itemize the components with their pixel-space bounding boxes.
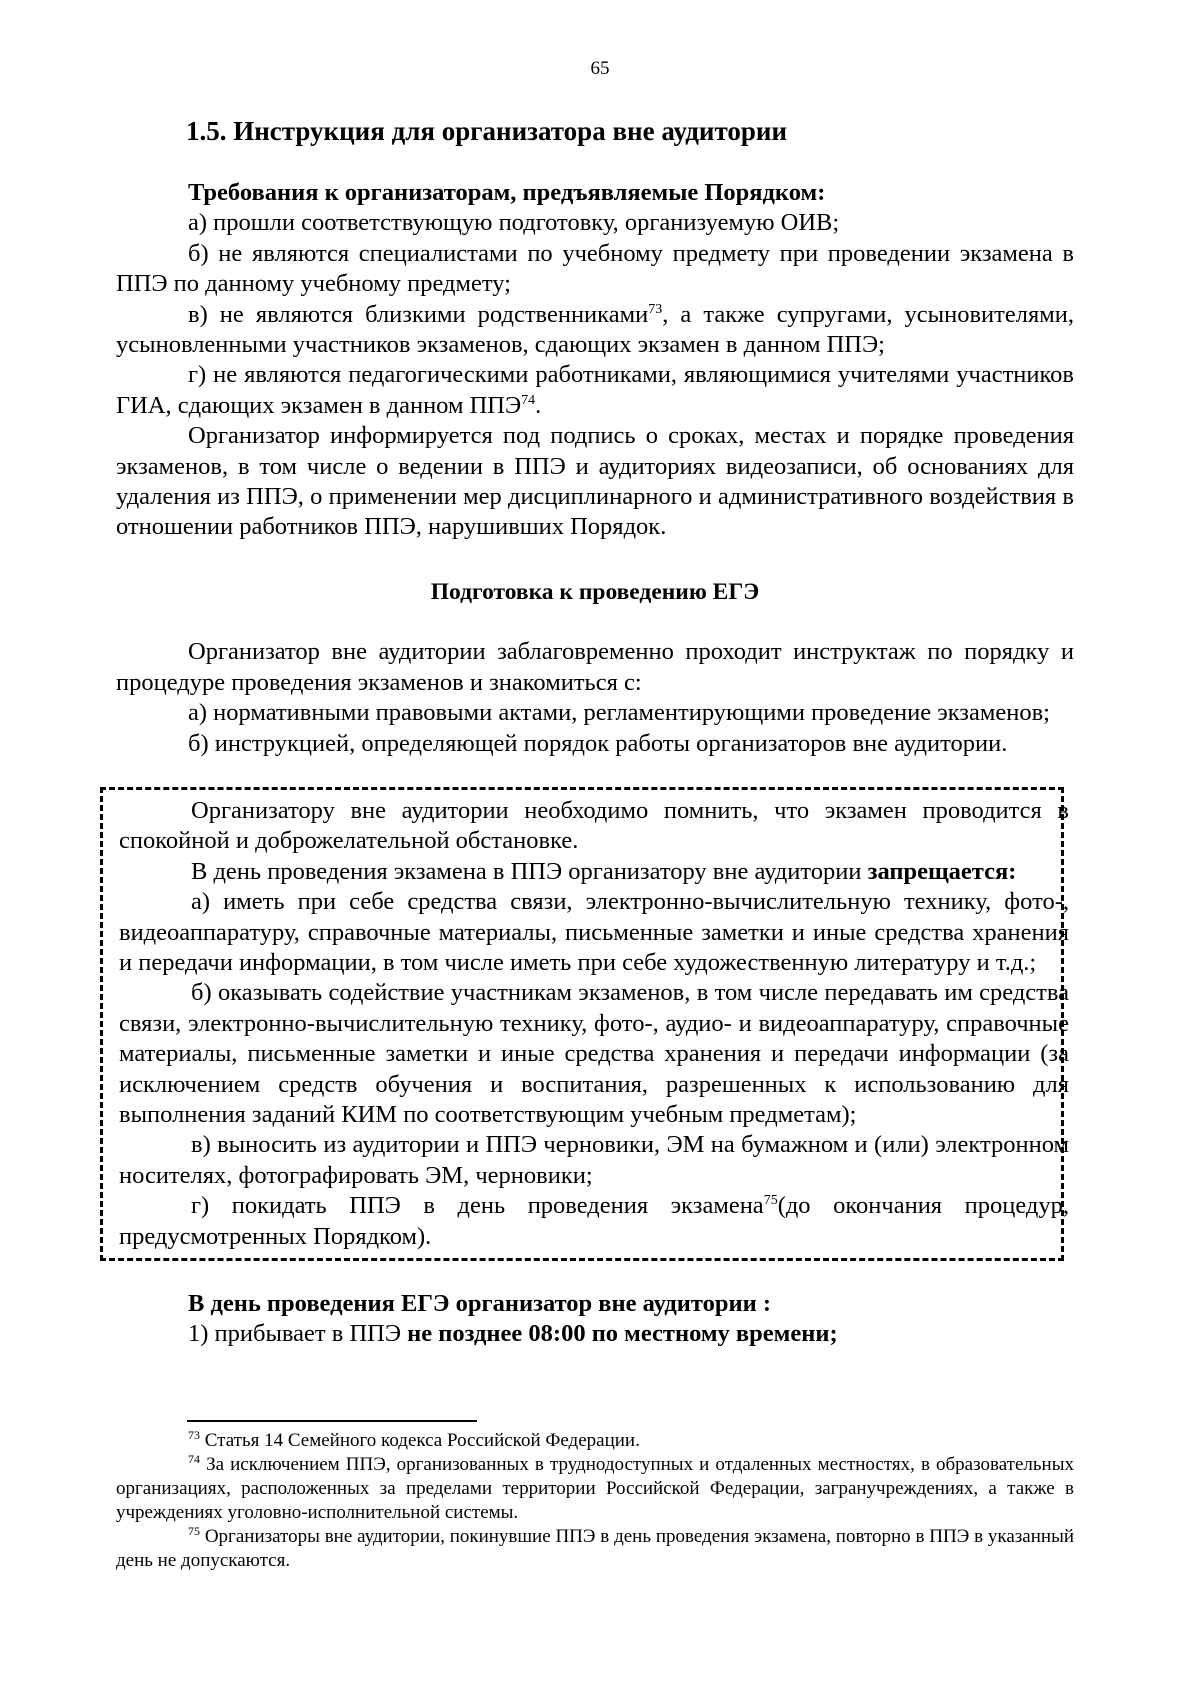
requirements-section — [116, 178, 1074, 543]
footnote-separator — [187, 1420, 477, 1422]
prohibited-item-a: а) иметь при себе средства связи, электронно-вычислительную технику, фото-, видеоаппаратуру, справочные материалы, письменные заметки и иные средства хранения и передачи информации, в том числе иметь при себе художественную литературу и т.д.; — [119, 888, 1069, 977]
exam-day-title: В день проведения ЕГЭ организатор вне аудитории : — [188, 1290, 771, 1317]
requirement-v — [116, 300, 1074, 361]
spacer — [116, 607, 1074, 637]
exam-day-item-1-time: не позднее 08:00 по местному времени; — [407, 1320, 838, 1348]
notice-prohibited-word: запрещается: — [867, 857, 1017, 885]
footnote-73 — [116, 1429, 1074, 1453]
preparation-item-a: а) нормативными правовыми актами, регламентирующими проведение экзаменов; — [188, 699, 1050, 727]
requirements-info: Организатор информируется под подпись о сроках, местах и порядке проведения экзаменов, в том числе о ведении в ППЭ и аудиториях видеозаписи, об основаниях для удаления из ППЭ, о применении мер дисциплинарного и административного воздействия в отношении работников ППЭ, нарушивших Порядок. — [116, 422, 1074, 541]
footnote-marker: 75 — [188, 1524, 200, 1538]
footnote-marker: 73 — [188, 1428, 200, 1442]
footnote-marker: 74 — [188, 1452, 200, 1466]
notice-box-content — [119, 796, 1069, 1252]
prohibited-item-g-text-end: (до окончания процедур, предусмотренных Порядком). — [119, 1192, 1069, 1250]
section-heading: 1.5. Инструкция для организатора вне аудитории — [186, 116, 788, 146]
notice-prohibited-intro: В день проведения экзамена в ППЭ организатору вне аудитории — [191, 857, 868, 885]
footnote-75 — [116, 1525, 1074, 1573]
footnotes — [116, 1429, 1074, 1573]
prohibited-item-b: б) оказывать содействие участникам экзаменов, в том числе передавать им средства связи, электронно-вычислительную технику, фото-, аудио- и видеоаппаратуру, справочные материалы, письменные заметки и иные средства хранения и передачи информации (за исключением средств обучения и воспитания, разрешенных к использованию для выполнения заданий КИМ по соответствующим учебным предметам); — [119, 979, 1069, 1129]
requirement-g-text-end: . — [535, 391, 542, 419]
prohibited-item-g — [119, 1191, 1069, 1252]
footnote-text: Организаторы вне аудитории, покинувшие ППЭ в день проведения экзамена, повторно в ППЭ в указанный день не допускаются. — [116, 1526, 1074, 1571]
notice-paragraph-2 — [119, 857, 1069, 887]
footnote-ref-73: 73 — [648, 301, 663, 317]
preparation-intro: Организатор вне аудитории заблаговременно проходит инструктаж по порядку и процедуре проведения экзаменов и знакомиться с: — [116, 638, 1074, 696]
requirement-g — [116, 360, 1074, 421]
requirement-b: б) не являются специалистами по учебному предмету при проведении экзамена в ППЭ по данному учебному предмету; — [116, 239, 1074, 298]
requirements-title: Требования к организаторам, предъявляемые Порядком: — [188, 179, 826, 206]
exam-day-item-1-text: 1) прибывает в ППЭ — [188, 1320, 408, 1348]
exam-day-item-1 — [116, 1319, 1074, 1349]
requirement-g-text: г) не являются педагогическими работниками, являющимися учителями участников ГИА, сдающих экзамен в данном ППЭ — [116, 361, 1074, 419]
footnote-ref-75: 75 — [763, 1193, 778, 1209]
requirement-v-text: в) не являются близкими родственниками — [188, 300, 649, 328]
preparation-item-b: б) инструкцией, определяющей порядок работы организаторов вне аудитории. — [188, 729, 1008, 757]
preparation-title: Подготовка к проведению ЕГЭ — [430, 579, 760, 605]
exam-day-section — [116, 1289, 1074, 1350]
footnote-ref-74: 74 — [521, 392, 536, 408]
page-number: 65 — [590, 58, 610, 79]
requirement-a: а) прошли соответствующую подготовку, организуемую ОИВ; — [188, 209, 840, 237]
notice-box — [100, 787, 1069, 1261]
footnote-text: За исключением ППЭ, организованных в труднодоступных и отдаленных местностях, в образовательных организациях, расположенных за пределами территории Российской Федерации, загранучреждениях, а также в учреждениях уголовно-исполнительной системы. — [116, 1454, 1074, 1523]
requirement-v-text-end: , а также супругами, усыновителями, усыновленными участников экзаменов, сдающих экзамен в данном ППЭ; — [116, 300, 1074, 359]
preparation-section — [116, 577, 1074, 759]
footnote-text: Статья 14 Семейного кодекса Российской Федерации. — [200, 1430, 640, 1451]
prohibited-item-v: в) выносить из аудитории и ППЭ черновики, ЭМ на бумажном и (или) электронном носителях, фотографировать ЭМ, черновики; — [119, 1131, 1069, 1189]
notice-paragraph-1: Организатору вне аудитории необходимо помнить, что экзамен проводится в спокойной и доброжелательной обстановке. — [119, 797, 1069, 855]
prohibited-item-g-text: г) покидать ППЭ в день проведения экзамена — [191, 1192, 764, 1220]
footnote-74 — [116, 1453, 1074, 1525]
